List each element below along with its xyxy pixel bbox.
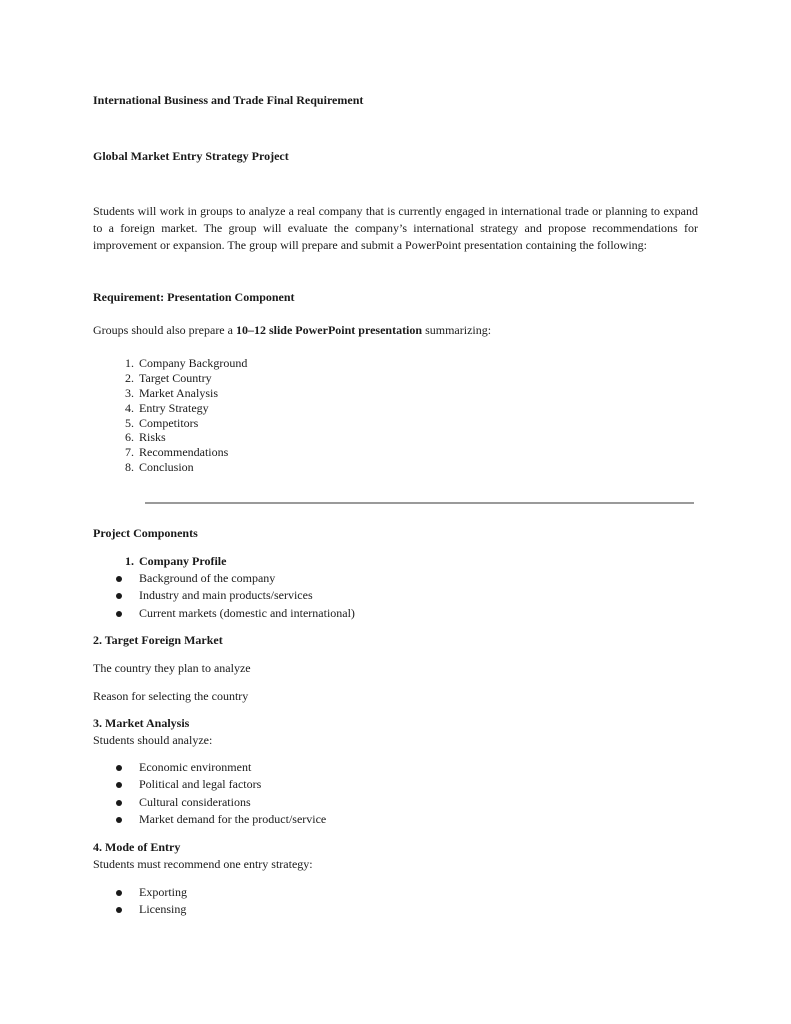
bullet-icon bbox=[116, 593, 122, 599]
market-analysis-lead: Students should analyze: bbox=[93, 733, 213, 747]
presentation-sentence-post: summarizing: bbox=[422, 323, 492, 337]
presentation-list bbox=[93, 356, 247, 475]
list-item-text: Entry Strategy bbox=[139, 400, 209, 415]
bullet-icon bbox=[116, 576, 122, 582]
target-market-heading: 2. Target Foreign Market bbox=[93, 633, 223, 647]
list-item bbox=[93, 884, 187, 901]
list-item-text: Market demand for the product/service bbox=[139, 811, 327, 826]
intro-paragraph: Students will work in groups to analyze a real company that is currently engaged in international trade or planning to expand to a foreign market. The group will evaluate the company’s international strategy and propose recommendations for improvement or expansion. The group will prepare and submit a PowerPoint presentation containing the following: bbox=[93, 204, 698, 252]
list-item-text: Licensing bbox=[139, 902, 187, 917]
bullet-icon bbox=[116, 817, 122, 823]
list-item bbox=[93, 371, 247, 386]
list-item bbox=[93, 587, 355, 604]
list-item-text: Target Country bbox=[139, 370, 212, 385]
list-item-text: Market Analysis bbox=[139, 385, 218, 400]
presentation-sentence bbox=[93, 323, 491, 338]
list-number: 1. bbox=[125, 356, 134, 370]
company-profile-title: Company Profile bbox=[139, 554, 227, 568]
list-item-text: Competitors bbox=[139, 415, 199, 430]
list-item-text: Conclusion bbox=[139, 460, 194, 475]
list-item-text: Industry and main products/services bbox=[139, 588, 313, 603]
list-item-text: Company Background bbox=[139, 356, 248, 370]
bullet-icon bbox=[116, 907, 122, 913]
list-item bbox=[93, 401, 247, 416]
list-item bbox=[93, 811, 326, 828]
horizontal-divider bbox=[145, 502, 694, 504]
requirement-heading: Requirement: Presentation Component bbox=[93, 290, 295, 304]
list-item bbox=[93, 570, 355, 587]
list-number: 6. bbox=[125, 430, 134, 445]
project-title: Global Market Entry Strategy Project bbox=[93, 149, 289, 163]
bullet-icon bbox=[116, 890, 122, 896]
list-item-text: Economic environment bbox=[139, 760, 252, 774]
list-number: 3. bbox=[125, 385, 134, 400]
mode-of-entry-heading: 4. Mode of Entry bbox=[93, 840, 181, 854]
mode-of-entry-lead: Students must recommend one entry strategy: bbox=[93, 857, 313, 871]
list-item bbox=[93, 416, 247, 431]
list-number: 5. bbox=[125, 415, 134, 430]
list-item bbox=[93, 794, 326, 811]
list-number: 7. bbox=[125, 445, 134, 460]
presentation-sentence-bold: 10–12 slide PowerPoint presentation bbox=[235, 323, 423, 337]
list-item-text: Current markets (domestic and international) bbox=[139, 605, 355, 620]
list-number: 8. bbox=[125, 460, 134, 475]
mode-of-entry-list bbox=[93, 884, 187, 919]
list-item-text: Cultural considerations bbox=[139, 794, 251, 809]
target-market-line-1: The country they plan to analyze bbox=[93, 661, 251, 675]
list-item-text: Background of the company bbox=[139, 571, 276, 585]
market-analysis-heading: 3. Market Analysis bbox=[93, 716, 190, 730]
presentation-sentence-pre: Groups should also prepare a bbox=[93, 323, 236, 337]
company-profile-list bbox=[93, 570, 355, 622]
list-number: 2. bbox=[125, 370, 134, 385]
list-number: 4. bbox=[125, 400, 134, 415]
bullet-icon bbox=[116, 782, 122, 788]
list-item bbox=[93, 445, 247, 460]
list-item-text: Risks bbox=[139, 430, 166, 445]
list-item bbox=[93, 386, 247, 401]
list-item-text: Political and legal factors bbox=[139, 777, 262, 792]
bullet-icon bbox=[116, 800, 122, 806]
list-item bbox=[93, 356, 247, 371]
target-market-line-2: Reason for selecting the country bbox=[93, 689, 249, 703]
list-item-text: Recommendations bbox=[139, 445, 229, 460]
list-item bbox=[93, 430, 247, 445]
document-title: International Business and Trade Final Requirement bbox=[93, 93, 364, 107]
list-item-text: Exporting bbox=[139, 885, 187, 899]
bullet-icon bbox=[116, 611, 122, 617]
list-item bbox=[93, 759, 326, 776]
list-item bbox=[93, 901, 187, 918]
bullet-icon bbox=[116, 765, 122, 771]
list-item bbox=[93, 460, 247, 475]
market-analysis-list bbox=[93, 759, 326, 828]
list-item bbox=[93, 605, 355, 622]
list-item bbox=[93, 776, 326, 793]
project-components-heading: Project Components bbox=[93, 526, 198, 540]
company-profile-number: 1. bbox=[125, 554, 134, 568]
